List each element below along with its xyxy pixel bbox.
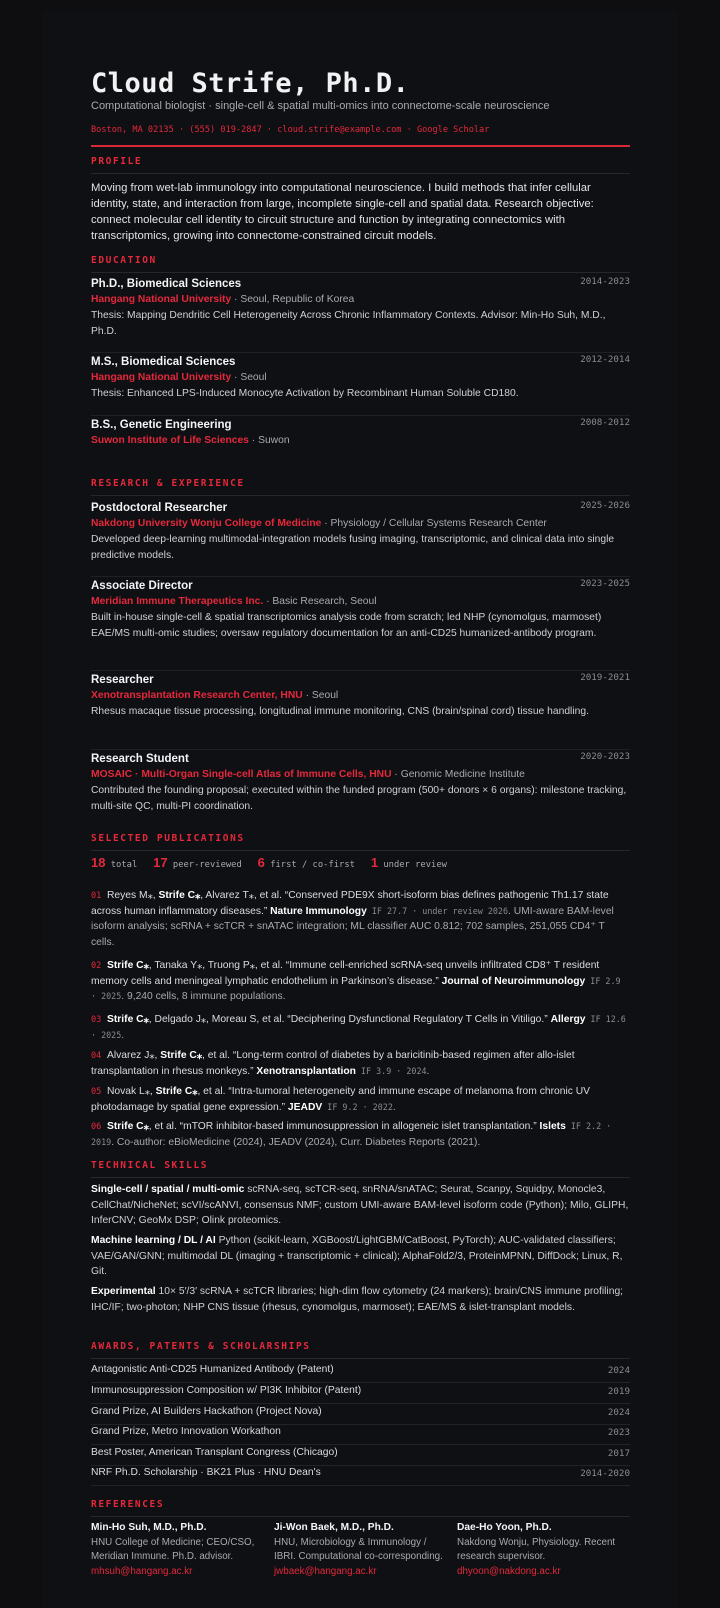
award-row xyxy=(91,1404,630,1424)
entry-date: 2014-2023 xyxy=(580,276,630,287)
entry-org-line xyxy=(91,688,630,704)
entry-location: · Basic Research, Seoul xyxy=(263,596,377,607)
publication-item xyxy=(91,1012,630,1043)
award-title: Best Poster, American Transplant Congress (Chicago) xyxy=(91,1447,338,1458)
education-entry xyxy=(91,417,630,449)
publication-citation xyxy=(91,1084,630,1115)
award-row xyxy=(91,1445,630,1465)
reference-email-link[interactable]: dhyoon@nakdong.ac.kr xyxy=(457,1565,561,1577)
entry-org: Xenotransplantation Research Center, HNU xyxy=(91,690,303,701)
authors-before: Alvarez J⁎, xyxy=(107,1050,161,1061)
journal-name: Islets xyxy=(539,1121,566,1132)
entry-description: Developed deep-learning multimodal-integration models fusing imaging, transcriptomic, and clinical data into single predictive models. xyxy=(91,534,615,561)
section-rule xyxy=(91,1177,630,1178)
experience-entry xyxy=(91,751,630,814)
award-row xyxy=(91,1424,630,1444)
award-year: 2024 xyxy=(607,1365,630,1376)
author-self: Strife C⁎ xyxy=(107,960,149,971)
divider xyxy=(91,415,630,416)
journal-name: JEADV xyxy=(287,1101,323,1113)
citation-title: , Delgado J⁎, Moreau S, et al. “Deciphering Dysfunctional Regulatory T Cells in Vitiligo.” xyxy=(148,1014,551,1025)
publication-number: 01 xyxy=(91,891,102,901)
divider xyxy=(91,670,630,671)
entry-org: Hangang National University xyxy=(91,372,232,383)
section-heading-education: EDUCATION xyxy=(91,255,157,266)
author-self: Strife C⁎ xyxy=(158,890,201,901)
stat-label: first / co-first xyxy=(270,860,355,870)
award-year: 2017 xyxy=(607,1448,630,1459)
journal-name: Journal of Neuroimmunology xyxy=(441,975,586,987)
reference-description: HNU, Microbiology & Immunology / IBRI. Computational co-corresponding. xyxy=(274,1536,443,1562)
section-rule xyxy=(91,1358,630,1359)
entry-date: 2023-2025 xyxy=(580,578,630,589)
entry-org: MOSAIC · Multi-Organ Single-cell Atlas of Immune Cells, HNU xyxy=(91,769,392,780)
entry-description: Thesis: Enhanced LPS-Induced Monocyte Activation by Recombinant Human Soluble CD180. xyxy=(91,388,519,399)
reference-email-link[interactable]: jwbaek@hangang.ac.kr xyxy=(274,1565,377,1577)
publication-note: . UMI-aware BAM-level isoform analysis; scRNA + scTCR + snATAC integration; ML classifier AUC 0.812; 702 samples, 251,055 CD4⁺ T cells. xyxy=(91,905,614,948)
journal-meta: IF 12.6 · 2025 xyxy=(91,1014,626,1040)
education-entry xyxy=(91,354,630,402)
publication-item xyxy=(91,1048,630,1079)
award-year: 2014-2020 xyxy=(580,1468,630,1479)
journal-name: Xenotransplantation xyxy=(256,1065,356,1077)
publication-stats xyxy=(91,855,447,870)
stat-number: 18 xyxy=(91,855,106,870)
skill-group xyxy=(91,1233,630,1280)
publication-note: . xyxy=(426,1065,430,1077)
citation-title: , et al. “Long-term control of diabetes by a baricitinib-based regimen after allo-islet transplantation in rhesus monkeys.” xyxy=(91,1050,575,1077)
publication-item xyxy=(91,1119,630,1150)
journal-meta: IF 2.9 · 2025 xyxy=(91,975,621,1001)
publication-note: . xyxy=(121,1029,125,1041)
citation-title: , et al. “Intra-tumoral heterogeneity and immune escape of melanoma from chronic UV photodamage by spatial gene expression.” xyxy=(91,1086,591,1113)
experience-entry xyxy=(91,672,630,720)
author-self: Strife C⁎ xyxy=(107,1121,149,1132)
journal-meta: IF 27.7 · under review 2026 xyxy=(366,905,508,916)
entry-location: · Seoul, Republic of Korea xyxy=(231,294,355,305)
skill-text: 10× 5′/3′ scRNA + scTCR libraries; high-dim flow cytometry (24 markers); brain/CNS immune profiling; IHC/IF; two-photon; NHP CNS tissue (rhesus, cynomolgus, marmoset); EAE/MS & islet-transplant models. xyxy=(91,1286,624,1313)
award-title: NRF Ph.D. Scholarship · BK21 Plus · HNU Dean's xyxy=(91,1467,321,1478)
citation-title: , Tanaka Y⁎, Truong P⁎, et al. “Immune cell-enriched scRNA-seq unveils infiltrated CD8⁺ T resident memory cells and meningeal lymphatic endothelium in Parkinson’s disease.” xyxy=(91,960,600,987)
entry-location: · Seoul xyxy=(302,690,339,701)
publication-citation xyxy=(91,1012,630,1043)
resume-sheet xyxy=(42,12,678,1608)
award-row xyxy=(91,1383,630,1403)
stat-number: 6 xyxy=(257,855,265,870)
section-heading-skills: TECHNICAL SKILLS xyxy=(91,1160,209,1171)
reference-name: Dae-Ho Yoon, Ph.D. xyxy=(457,1522,552,1533)
subtitle: Computational biologist · single-cell & spatial multi-omics into connectome-scale neuroscience xyxy=(91,100,550,112)
reference-card xyxy=(274,1521,444,1579)
section-heading-research: RESEARCH & EXPERIENCE xyxy=(91,478,245,489)
skill-text: Python (scikit-learn, XGBoost/LightGBM/CatBoost, PyTorch); AUC-validated classifiers; VAE/GAN/GNN; multimodal DL (imaging + transcriptomic + clinical); AlphaFold2/3, ProteinMPNN, DiffDock; Linux, R, Git. xyxy=(91,1235,623,1277)
stat-label: peer-reviewed xyxy=(172,860,242,870)
entry-org: Hangang National University xyxy=(91,294,232,305)
stat-label: total xyxy=(110,860,138,870)
section-rule xyxy=(91,850,630,851)
reference-description: HNU College of Medicine; CEO/CSO, Meridian Immune. Ph.D. advisor. xyxy=(91,1536,255,1562)
publication-citation xyxy=(91,1119,630,1150)
section-rule xyxy=(91,1516,630,1517)
entry-location: · Seoul xyxy=(231,372,267,383)
reference-name: Min-Ho Suh, M.D., Ph.D. xyxy=(91,1522,207,1533)
profile-text: Moving from wet-lab immunology into computational neuroscience. I build methods that infer cellular identity, state, and interaction from large, incomplete single-cell and spatial data. Research objective: connect molecular cell identity to circuit structure and function by integrating connectomics with transcriptomics, growing into connectome-constrained circuit models. xyxy=(91,182,594,242)
award-row xyxy=(91,1362,630,1382)
publication-number: 02 xyxy=(91,961,102,971)
header-rule xyxy=(91,145,630,147)
stat-number: 17 xyxy=(153,855,168,870)
journal-name: Allergy xyxy=(550,1014,586,1025)
publication-note: . xyxy=(392,1101,396,1113)
reference-card xyxy=(91,1521,261,1579)
skill-text: scRNA-seq, scTCR-seq, snRNA/snATAC; Seurat, Scanpy, Squidpy, Monocle3, CellChat/NicheNet; scVI/scANVI, consensus NMF; custom UMI-aware BAM-level isoform code (Python); Milo, GLIPH, InferCNV; GeoMx DSP; Olink proteomics. xyxy=(91,1184,629,1226)
skill-group xyxy=(91,1284,630,1315)
entry-org-line xyxy=(91,594,630,610)
entry-org-line xyxy=(91,767,630,783)
publication-number: 03 xyxy=(91,1015,102,1025)
entry-date: 2012-2014 xyxy=(580,354,630,365)
experience-entry xyxy=(91,578,630,641)
reference-name: Ji-Won Baek, M.D., Ph.D. xyxy=(274,1522,394,1533)
award-title: Grand Prize, AI Builders Hackathon (Project Nova) xyxy=(91,1406,322,1417)
section-heading-publications: SELECTED PUBLICATIONS xyxy=(91,833,245,844)
entry-org: Suwon Institute of Life Sciences xyxy=(91,435,249,446)
skill-label: Single-cell / spatial / multi-omic xyxy=(91,1184,245,1195)
publication-citation xyxy=(91,888,630,950)
experience-entry xyxy=(91,500,630,563)
skill-group xyxy=(91,1182,630,1229)
entry-org-line xyxy=(91,292,630,308)
publication-number: 05 xyxy=(91,1087,102,1097)
stat-number: 1 xyxy=(370,855,379,870)
skill-label: Experimental xyxy=(91,1286,156,1297)
reference-email-link[interactable]: mhsuh@hangang.ac.kr xyxy=(91,1565,193,1577)
entry-date: 2025-2026 xyxy=(580,500,630,511)
entry-title: Ph.D., Biomedical Sciences xyxy=(91,278,242,290)
education-entry xyxy=(91,276,630,339)
entry-org-line xyxy=(91,433,630,449)
entry-title: M.S., Biomedical Sciences xyxy=(91,356,236,368)
award-title: Immunosuppression Composition w/ PI3K Inhibitor (Patent) xyxy=(91,1385,362,1396)
divider xyxy=(91,749,630,750)
publication-item xyxy=(91,958,630,1005)
award-title: Grand Prize, Metro Innovation Workathon xyxy=(91,1426,281,1437)
section-rule xyxy=(91,495,630,496)
award-title: Antagonistic Anti-CD25 Humanized Antibody (Patent) xyxy=(91,1364,334,1375)
author-self: Strife C⁎ xyxy=(107,1014,149,1025)
entry-org-line xyxy=(91,516,630,532)
entry-title: B.S., Genetic Engineering xyxy=(91,419,232,431)
journal-meta: IF 9.2 · 2022 xyxy=(322,1101,393,1112)
stat-label: under review xyxy=(383,860,447,870)
row-divider xyxy=(91,1485,630,1486)
skill-label: Machine learning / DL / AI xyxy=(91,1235,216,1246)
authors-before: Reyes M⁎, xyxy=(107,890,159,901)
publication-item xyxy=(91,888,630,950)
entry-title: Researcher xyxy=(91,674,154,686)
divider xyxy=(91,352,630,353)
publication-number: 04 xyxy=(91,1051,102,1061)
divider xyxy=(91,576,630,577)
entry-org-line xyxy=(91,370,630,386)
citation-title: , et al. “mTOR inhibitor-based immunosuppression in allogeneic islet transplantation.” xyxy=(148,1121,540,1132)
entry-date: 2008-2012 xyxy=(580,417,630,428)
publication-note: . Co-author: eBioMedicine (2024), JEADV (2024), Curr. Diabetes Reports (2021). xyxy=(111,1136,481,1148)
entry-title: Research Student xyxy=(91,753,189,765)
publication-citation xyxy=(91,1048,630,1079)
entry-date: 2020-2023 xyxy=(580,751,630,762)
authors-before: Novak L⁎, xyxy=(107,1086,156,1097)
section-rule xyxy=(91,272,630,273)
section-rule xyxy=(91,173,630,174)
author-self: Strife C⁎ xyxy=(155,1086,198,1097)
entry-location: · Physiology / Cellular Systems Research Center xyxy=(321,518,547,529)
publication-item xyxy=(91,1084,630,1115)
award-row xyxy=(91,1465,630,1485)
page-title: Cloud Strife, Ph.D. xyxy=(91,68,410,99)
entry-description: Rhesus macaque tissue processing, longitudinal immune monitoring, CNS (brain/spinal cord) tissue handling. xyxy=(91,706,589,717)
section-heading-awards: AWARDS, PATENTS & SCHOLARSHIPS xyxy=(91,1341,311,1352)
publication-citation xyxy=(91,958,630,1005)
entry-org: Nakdong University Wonju College of Medicine xyxy=(91,518,322,529)
reference-description: Nakdong Wonju, Physiology. Recent research supervisor. xyxy=(457,1536,616,1562)
section-heading-profile: PROFILE xyxy=(91,156,143,167)
entry-description: Thesis: Mapping Dendritic Cell Heterogeneity Across Chronic Inflammatory Contexts. Advisor: Min-Ho Suh, M.D., Ph.D. xyxy=(91,310,606,337)
publication-note: . 9,240 cells, 8 immune populations. xyxy=(121,991,286,1002)
publication-number: 06 xyxy=(91,1122,102,1132)
award-year: 2023 xyxy=(607,1427,630,1438)
author-self: Strife C⁎ xyxy=(160,1050,202,1061)
entry-location: · Genomic Medicine Institute xyxy=(391,769,525,780)
award-year: 2019 xyxy=(607,1386,630,1397)
entry-date: 2019-2021 xyxy=(580,672,630,683)
journal-meta: IF 3.9 · 2024 xyxy=(355,1065,427,1076)
award-year: 2024 xyxy=(607,1407,630,1418)
reference-card xyxy=(457,1521,627,1579)
journal-meta: IF 2.2 · 2019 xyxy=(91,1121,612,1147)
citation-title: , Alvarez T⁎, et al. “Conserved PDE9X short-isoform bias defines pathogenic Th1.17 state across human inflammatory diseases.” xyxy=(91,890,609,917)
entry-location: · Suwon xyxy=(248,435,290,446)
entry-title: Associate Director xyxy=(91,580,193,592)
contact-line[interactable]: Boston, MA 02135 · (555) 019-2847 · cloud.strife@example.com · Google Scholar xyxy=(91,125,490,135)
entry-description: Contributed the founding proposal; executed within the funded program (500+ donors × 6 organs): milestone tracking, multi-site QC, multi-PI coordination. xyxy=(91,785,627,812)
entry-title: Postdoctoral Researcher xyxy=(91,502,228,514)
section-heading-references: REFERENCES xyxy=(91,1499,165,1510)
entry-org: Meridian Immune Therapeutics Inc. xyxy=(91,596,264,607)
journal-name: Nature Immunology xyxy=(270,905,367,917)
entry-description: Built in-house single-cell & spatial transcriptomics analysis code from scratch; led NHP (cynomolgus, marmoset) EAE/MS multi-omic studies; oversaw regulatory documentation for an anti-CD25 humanized-antibody program. xyxy=(91,612,602,639)
